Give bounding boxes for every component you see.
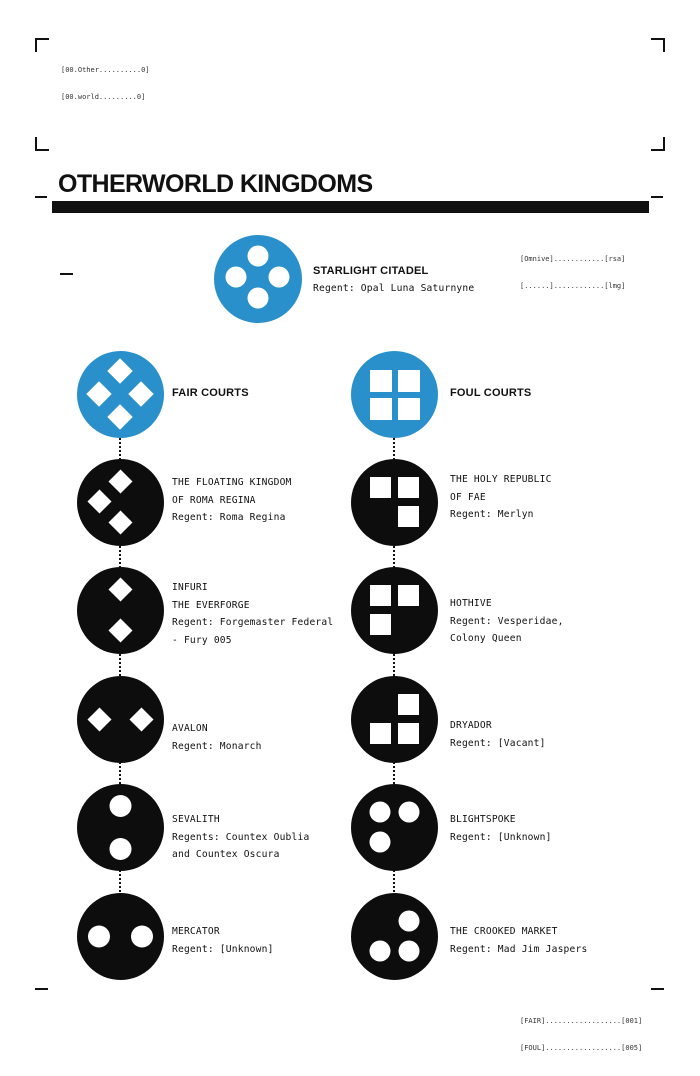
holy-republic-emblem [351,459,438,546]
three-squares-icon [351,459,438,546]
three-dots-alt-icon [351,893,438,980]
floating-kingdom-info [172,474,292,527]
three-diamonds-icon [77,459,164,546]
four-dots-icon [214,235,302,323]
kingdom-name: THE EVERFORGE [172,599,250,611]
kingdom-regent: and Countex Oscura [172,849,280,860]
tick-mark [35,196,47,198]
mercator-emblem [77,893,164,980]
footer-meta [520,999,642,1062]
meta-line: [FOUL]..................[005] [520,1044,643,1052]
kingdom-regent: Regent: Vesperidae, [450,615,564,627]
kingdom-regent: Regent: [Vacant] [450,737,546,749]
fair-courts-label: FAIR COURTS [172,387,249,399]
kingdom-name: THE HOLY REPUBLIC [450,474,552,485]
blightspoke-emblem [351,784,438,871]
kingdom-name: THE CROOKED MARKET [450,926,558,937]
two-diamonds-horizontal-icon [77,676,164,763]
mercator-info [172,923,274,958]
kingdom-regent: Regent: [Unknown] [450,831,552,843]
kingdom-name: AVALON [172,723,208,734]
kingdom-name: INFURI [172,582,208,593]
four-diamonds-icon [77,351,164,438]
meta-line: [......]............[lmg] [520,282,626,290]
holy-republic-info [450,471,552,524]
kingdom-regent: Regent: Roma Regina [172,512,286,523]
three-squares-alt-icon [351,567,438,654]
meta-line: [FAIR]..................[001] [520,1017,643,1025]
dryador-info [450,717,546,752]
infuri-info [172,579,333,649]
kingdom-name: DRYADOR [450,720,492,731]
avalon-info [172,720,262,755]
floating-kingdom-emblem [77,459,164,546]
kingdom-regent: Regents: Countex Oublia [172,831,310,843]
right-meta [520,237,625,300]
kingdom-regent: Regent: [Unknown] [172,943,274,955]
kingdom-name: THE FLOATING KINGDOM [172,477,292,488]
two-dots-horizontal-icon [77,893,164,980]
kingdom-regent: Regent: Monarch [172,740,262,752]
fair-courts-emblem [77,351,164,438]
two-dots-vertical-icon [77,784,164,871]
title-bar [52,201,649,213]
kingdom-regent: Colony Queen [450,633,522,644]
sevalith-emblem [77,784,164,871]
meta-line: [00.Other..........0] [61,66,150,74]
corner-mark-top-right [651,38,665,52]
kingdom-name: OF ROMA REGINA [172,494,256,506]
kingdom-name: OF FAE [450,491,486,503]
header-meta [61,48,150,111]
two-diamonds-vertical-icon [77,567,164,654]
meta-line: [Omnive]............[rsa] [520,255,626,263]
tick-mark [35,988,48,990]
four-squares-icon [351,351,438,438]
three-squares-bottom-icon [351,676,438,763]
crooked-market-emblem [351,893,438,980]
corner-mark-mid-left [35,137,49,151]
hothive-info [450,595,564,648]
page-title: OTHERWORLD KINGDOMS [58,170,373,198]
dryador-emblem [351,676,438,763]
kingdom-name: SEVALITH [172,814,220,825]
kingdom-name: MERCATOR [172,926,220,937]
meta-line: [00.world.........0] [61,93,146,101]
corner-mark-top-left [35,38,49,52]
crooked-market-info [450,923,587,958]
foul-courts-emblem [351,351,438,438]
kingdom-regent: Regent: Merlyn [450,509,534,520]
tick-mark [60,273,73,275]
kingdom-regent: Regent: Mad Jim Jaspers [450,943,588,955]
kingdom-name: HOTHIVE [450,598,492,609]
tick-mark [651,988,664,990]
kingdom-name: BLIGHTSPOKE [450,814,516,825]
foul-courts-label: FOUL COURTS [450,387,532,399]
hothive-emblem [351,567,438,654]
citadel-info [313,262,474,297]
starlight-citadel-emblem [214,235,302,323]
sevalith-info [172,811,309,864]
corner-mark-mid-right [651,137,665,151]
citadel-regent: Regent: Opal Luna Saturnyne [313,283,475,294]
kingdom-regent: - Fury 005 [172,634,232,646]
citadel-name: STARLIGHT CITADEL [313,265,429,277]
kingdom-regent: Regent: Forgemaster Federal [172,617,334,628]
avalon-emblem [77,676,164,763]
blightspoke-info [450,811,552,846]
infuri-emblem [77,567,164,654]
tick-mark [651,196,663,198]
three-dots-icon [351,784,438,871]
